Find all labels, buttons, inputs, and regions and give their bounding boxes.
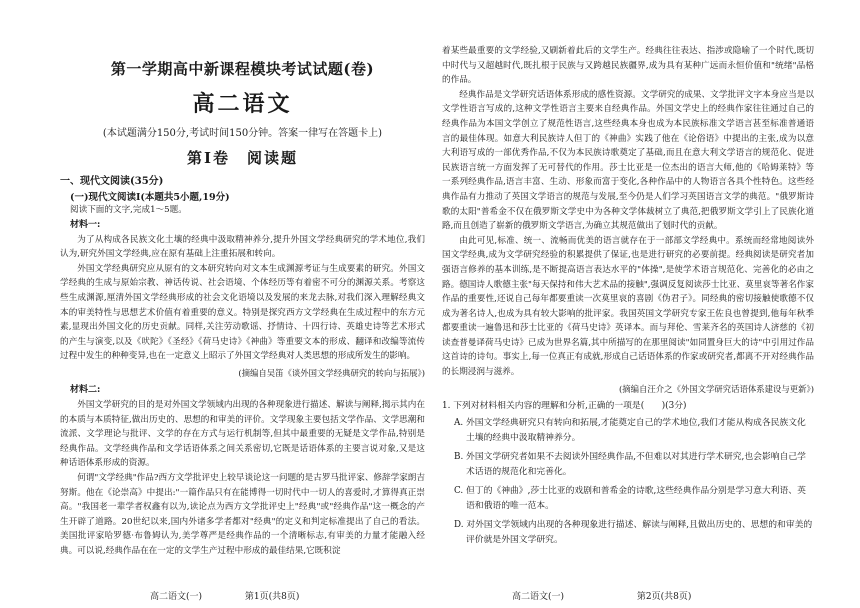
footer-page-number: 第1页(共8页)	[244, 592, 300, 602]
left-page	[60, 0, 425, 608]
exam-note: (本试题满分150分,考试时间150分钟。答案一律写在答题卡上)	[102, 128, 383, 139]
exam-title: 第一学期高中新课程模块考试试题(卷)	[110, 60, 375, 78]
footer-page-number: 第2页(共8页)	[636, 592, 692, 602]
section-heading: 一、现代文阅读(35分)	[60, 176, 164, 187]
reading-instruction: 阅读下面的文字,完成1～5题。	[70, 205, 187, 215]
left-footer	[150, 589, 299, 602]
subject-title: 高二语文	[192, 91, 293, 117]
option-a: A. 外国文学经典研究只有转向和拓展,才能奠定自己的学术地位,我们才能从构成各民族文化土壤的经典中汲取精神养分。	[454, 417, 806, 443]
option-c: C. 但丁的《神曲》,莎士比亚的戏剧和普希金的诗歌,这些经典作品分别是学习意大利语、英语和俄语的唯一范本。	[454, 485, 806, 511]
paragraph: 外国文学研究的目的是对外国文学领域内出现的各种现象进行描述、解读与阐释,揭示其内在的本质与本质特征,做出历史的、思想的和审美的评价。文学现象主要包括文学作品、文学思潮和流派、文学理论与批评、文学的存在方式与运行机制等,但其中最重要的无疑是文学作品,特别是经典作品。文学经典作品和文学话语体系之间关系密切,它既是话语体系的主要言说对象,又是这种话语体系形成的资源。	[60, 399, 425, 469]
option-d: D. 对外国文学领域内出现的各种现象进行描述、解读与阐释,且做出历史的、思想的和审美的评价就是外国文学研究。	[454, 519, 813, 545]
paragraph: 经典作品是文学研究话语体系形成的感性资源。文学研究的成果、文学批评文字本身应当是以文学性语言写成的,这种文学性语言主要来自经典作品。外国文学史上的经典作家往往通过自己的经典作品为本国文学创立了规范性语言,这些经典本身也成为本民族标准文学语言甚至标准普通语言的最佳体现。如意大利民族诗人但丁的《神曲》实践了他在《论俗语》中提出的主张,成为以意大利语写成的一部优秀作品,不仅为本民族诗歌奠定了基础,而且在意大利文学语言的规范化、促进民族语言统一方面发挥了无可替代的作用。莎士比亚是一位杰出的语言大师,他的《哈姆莱特》等一系列经典作品,语言丰富、生动、形象而富于变化,各种作品中的人物语言各具个性特色。这些经典作品有力推动了英国文学语言的规范与发展,至今仍是人们学习英国语言文学的典范。"俄罗斯诗歌的太阳"普希金不仅在俄罗斯文学史中为各种文学体裁树立了典范,把俄罗斯文学引上了民族化道路,而且创造了崭新的俄罗斯文学语言,为确立其规范做出了划时代的贡献。	[442, 89, 814, 232]
footer-subject: 高二语文(一)	[150, 592, 203, 602]
option-b: B. 外国文学研究者如果不去阅读外国经典作品,不但难以对其进行学术研究,也会影响自己学术话语的规范化和完善化。	[454, 451, 806, 477]
paragraph: 外国文学经典研究应从原有的文本研究转向对文本生成渊源考证与生成要素的研究。外国文学经典的生成与原始宗教、神话传说、社会语境、个体经历等有着密不可分的渊源关系。考察这些生成渊源,厘清外国文学经典形成的社会文化语境以及发展的来龙去脉,对我们深入理解经典文本的审美特性与思想艺术价值有着重要的意义。特别是探究西方文学经典在生成过程中的东方元素,显现出外国文化的历史贡献。同样,关注劳动歌谣、抒情诗、十四行诗、英雄史诗等艺术形式的产生与演变,以及《吠陀》《圣经》《荷马史诗》《神曲》等重要文本的形成、翻译和改编等流传过程中发生的种种变异,也在一定意义上昭示了外国文学经典对人类思想的形成所发生的影响。	[60, 263, 425, 362]
material-one-label: 材料一:	[70, 219, 101, 230]
subsection-heading: (一)现代文阅读Ⅰ(本题共5小题,19分)	[70, 192, 230, 203]
material-two-label: 材料二:	[70, 384, 101, 395]
paragraph: 着某些最重要的文学经验,又刷新着此后的文学生产。经典往往表达、指涉或隐喻了一个时代,既切中时代与又超越时代,既扎根于民族与又跨越民族疆界,成为具有某种广远而永恒价值和"统绪"品格的作品。	[442, 46, 814, 86]
material-one-source: (摘编自吴笛《谈外国文学经典研究的转向与拓展》)	[238, 367, 425, 378]
right-page	[442, 0, 814, 608]
paragraph: 何谓"文学经典"作品?西方文学批评史上较早谈论这一问题的是古罗马批评家、修辞学家朗吉努斯。他在《论崇高》中提出:"一篇作品只有在能博得一切时代中一切人的喜爱时,才算得真正崇高。"我国老一辈学者权鑫有以为,读论点为西方文学批评史上"经典"或"经典作品"这一概念的产生开辟了道路。20世纪以来,国内外诸多学者都对"经典"的定义和判定标准提出了自己的看法。美国批评家哈罗德·布鲁姆认为,美学尊严是经典作品的一个清晰标志,有审美的力量才能融入经典。可以说,经典作品在在一定的文学生产过程中形成的最佳结果,它既积淀	[60, 472, 425, 556]
paragraph: 由此可见,标准、统一、流畅而优美的语言就存在于一部部文学经典中。系统而经常地阅读外国文学经典,成为文学研究经验的积累提供了保证,也是进行研究的必要前提。经典阅读是研究者加强语言修养的基本训练,是不断提高语言表达水平的"体操",是使学术语言规范化、完善化的必由之路。德国诗人歌德主张"每天保持和伟大艺术品的接触",强调反复阅读莎士比亚、莫里哀等著名作家作品的重要性,还说自己每年都要重读一次莫里哀的喜剧《伪君子》。同经典的密切接触使歌德不仅成为著名诗人,也成为具有较大影响的批评家。我国英国文学研究专家王佐良也曾提到,他每年秋季都要重读一遍鲁迅和莎士比亚的《荷马史诗》英译本。而与拜伦、雪莱齐名的英国诗人济慈的《初读查普曼译荷马史诗》已成为世界名篇,其中所描写的在那里阅读"如同置身巨大的诗"中引用过作品这首诗的诗句。事实上,每一位真正有成就,形成自己话语体系的作家或研究者,都离不开对经典作品的长期浸润与滋养。	[442, 235, 814, 378]
footer-subject: 高二语文(一)	[512, 592, 565, 602]
paragraph: 为了从构成各民族文化土壤的经典中汲取精神养分,提升外国文学经典研究的学术地位,我们认为,研究外国文学经典,应在原有基础上注重拓展和转向。	[60, 234, 425, 260]
question-stem: 1. 下列对材料相关内容的理解和分析,正确的一项是( )(3分)	[442, 400, 687, 411]
material-two-source: (摘编自汪介之《外国文学研究话语体系建设与更新》)	[619, 383, 814, 394]
right-footer	[512, 589, 691, 602]
volume-heading: 第Ⅰ卷 阅读题	[186, 149, 299, 167]
